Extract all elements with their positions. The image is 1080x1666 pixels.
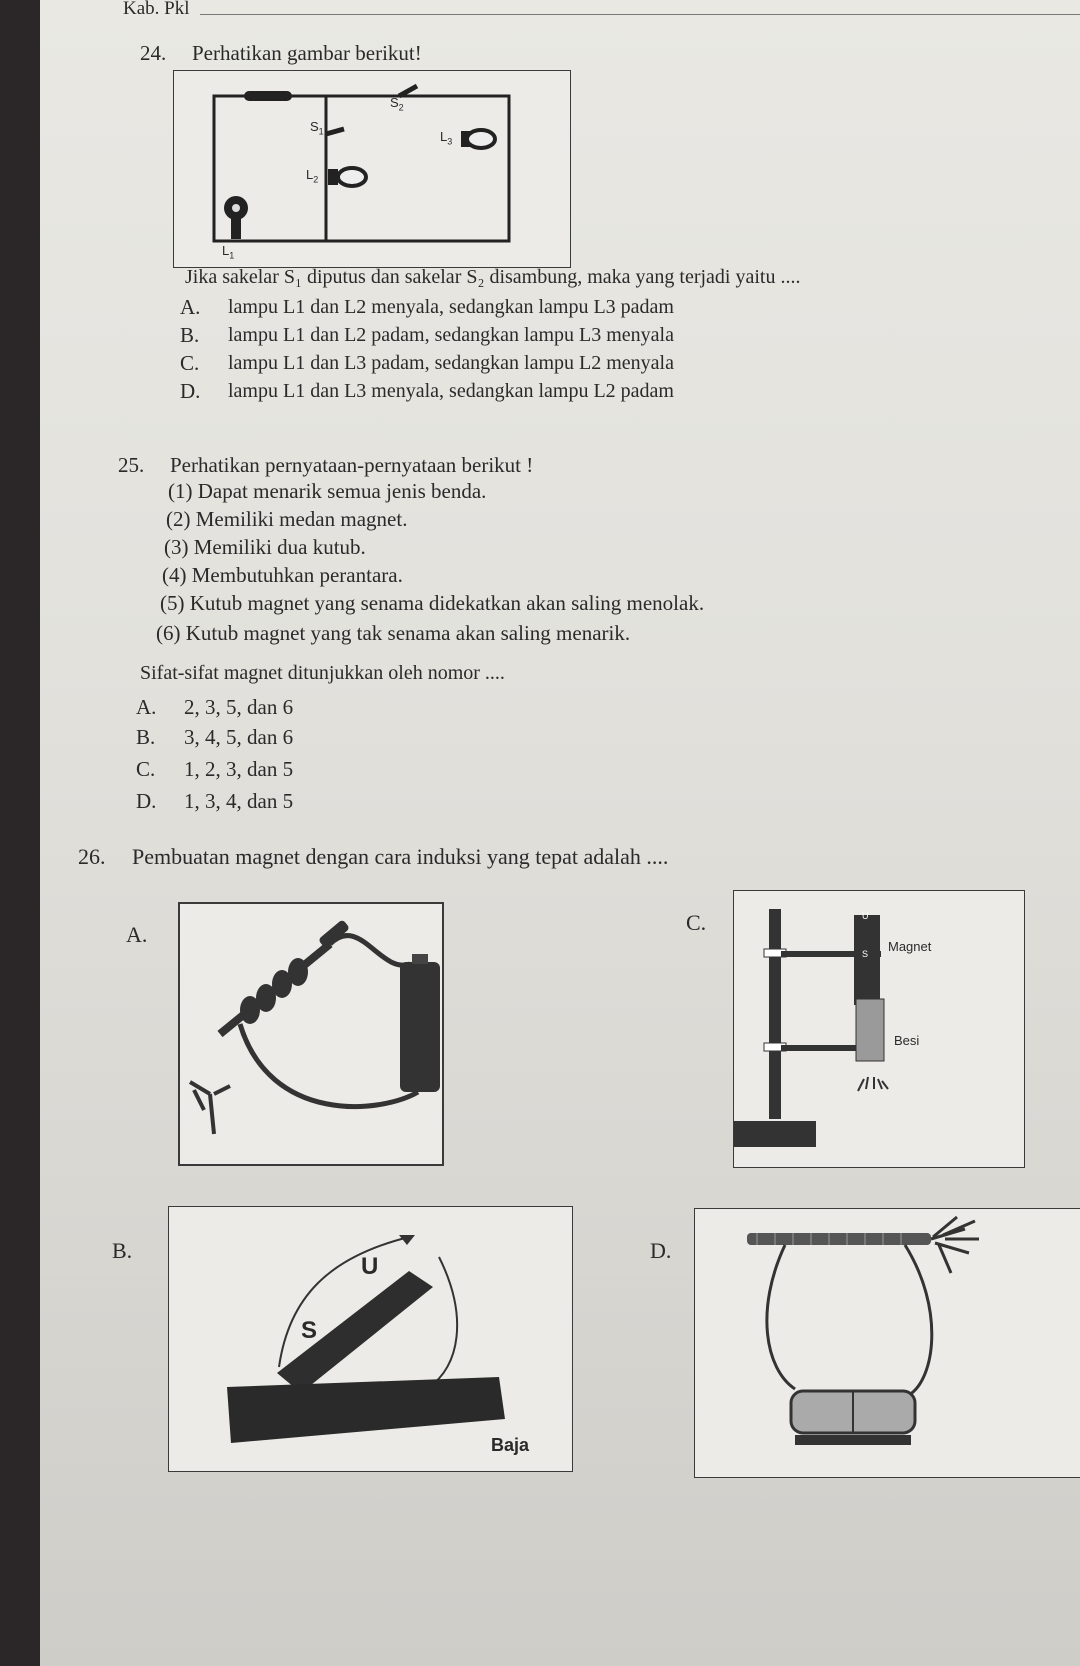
- q24-option-text: lampu L1 dan L2 padam, sedangkan lampu L3 menyala: [228, 324, 674, 346]
- steel-bar-icon: [227, 1377, 505, 1443]
- q25-option-letter: C.: [136, 757, 156, 781]
- stand-magnet-illustration: [734, 891, 1024, 1167]
- q24-prompt: Perhatikan gambar berikut!: [192, 41, 422, 65]
- q25-option-letter: B.: [136, 725, 156, 749]
- label-magnet: Magnet: [888, 939, 932, 954]
- q25-option-text: 1, 2, 3, dan 5: [184, 757, 294, 781]
- worksheet-page: [40, 0, 1080, 1666]
- circuit-diagram: [174, 71, 570, 267]
- nail-battery-illustration: [180, 904, 442, 1164]
- battery-icon: [244, 91, 292, 101]
- header-rule: [200, 14, 1080, 15]
- q25-number: 25.: [118, 453, 145, 477]
- stand-base-icon: [734, 1121, 816, 1147]
- q24-option-letter: C.: [180, 351, 200, 375]
- iron-filings-icon: [931, 1217, 979, 1273]
- label-s1: $S_1$: [310, 119, 324, 137]
- label-steel: Baja: [491, 1435, 530, 1455]
- q25-option-text: 3, 4, 5, dan 6: [184, 725, 294, 749]
- coil-icon: [240, 958, 308, 1024]
- q26-figure-a: [178, 902, 444, 1166]
- q25-option-text: 2, 3, 5, dan 6: [184, 695, 294, 719]
- label-l3: $L_3$: [440, 129, 453, 147]
- q25-statement: (1) Dapat menarik semua jenis benda.: [168, 479, 487, 503]
- q26-option-a-letter: A.: [126, 922, 148, 947]
- q25-statement: (3) Memiliki dua kutub.: [164, 535, 366, 559]
- q25-prompt: Perhatikan pernyataan-pernyataan berikut !: [170, 453, 534, 477]
- iron-bar-icon: [856, 999, 884, 1061]
- stand-pole-icon: [769, 909, 781, 1119]
- q26-figure-c: [733, 890, 1025, 1168]
- q24-option-text: lampu L1 dan L3 padam, sedangkan lampu L2 menyala: [228, 352, 674, 374]
- lamp-l2-icon: [328, 168, 366, 186]
- q26-option-c-letter: C.: [686, 910, 707, 935]
- q26-number: 26.: [78, 844, 106, 869]
- header-text: Kab. Pkl: [123, 0, 190, 19]
- label-l1: $L_1$: [222, 243, 235, 261]
- q24-number: 24.: [140, 41, 167, 65]
- q25-statement: (4) Membutuhkan perantara.: [162, 563, 403, 587]
- q24-option-letter: B.: [180, 323, 200, 347]
- iron-filings-icon: [858, 1077, 888, 1091]
- q25-option-letter: D.: [136, 789, 157, 813]
- label-l2: $L_2$: [306, 167, 319, 185]
- switch-s1-icon: [326, 129, 344, 134]
- q24-question: Jika sakelar S₁ diputus dan sakelar S₂ disambung, maka yang terjadi yaitu ....: [185, 266, 801, 288]
- q25-option-letter: A.: [136, 695, 157, 719]
- q25-statement: (2) Memiliki medan magnet.: [166, 507, 408, 531]
- q24-option-letter: D.: [180, 379, 201, 403]
- q25-statement: (6) Kutub magnet yang tak senama akan saling menarik.: [156, 621, 631, 645]
- iron-filings-icon: [190, 1082, 230, 1134]
- q25-option-text: 1, 3, 4, dan 5: [184, 789, 294, 813]
- q26-figure-d: [694, 1208, 1080, 1478]
- q24-option-text: lampu L1 dan L2 menyala, sedangkan lampu L3 padam: [228, 296, 674, 318]
- stroking-magnet-illustration: [169, 1207, 572, 1471]
- q24-circuit-figure: [173, 70, 571, 268]
- q26-option-d-letter: D.: [650, 1238, 672, 1263]
- label-north: U: [361, 1253, 379, 1280]
- battery-icon: [400, 962, 440, 1092]
- label-s2: $S_2$: [390, 95, 404, 113]
- q25-statement: (5) Kutub magnet yang senama didekatkan akan saling menolak.: [160, 591, 705, 615]
- wire-icon: [767, 1245, 795, 1389]
- label-pole-u: U: [862, 911, 869, 921]
- wire-icon: [330, 936, 410, 966]
- label-south: S: [301, 1317, 318, 1344]
- q25-question: Sifat-sifat magnet ditunjukkan oleh nomor ....: [140, 662, 505, 684]
- lamp-l3-icon: [461, 130, 495, 148]
- q26-option-b-letter: B.: [112, 1238, 133, 1263]
- label-iron: Besi: [894, 1033, 920, 1048]
- q26-question: Pembuatan magnet dengan cara induksi yang tepat adalah ....: [132, 844, 669, 869]
- magnet-bar-icon: [854, 915, 880, 1005]
- q26-figure-b: [168, 1206, 573, 1472]
- q24-option-text: lampu L1 dan L3 menyala, sedangkan lampu L2 padam: [228, 380, 674, 402]
- lamp-l1-icon: [224, 196, 248, 239]
- label-pole-s: S: [862, 949, 869, 959]
- q24-option-letter: A.: [180, 295, 201, 319]
- coil-battery-illustration: [695, 1209, 1080, 1477]
